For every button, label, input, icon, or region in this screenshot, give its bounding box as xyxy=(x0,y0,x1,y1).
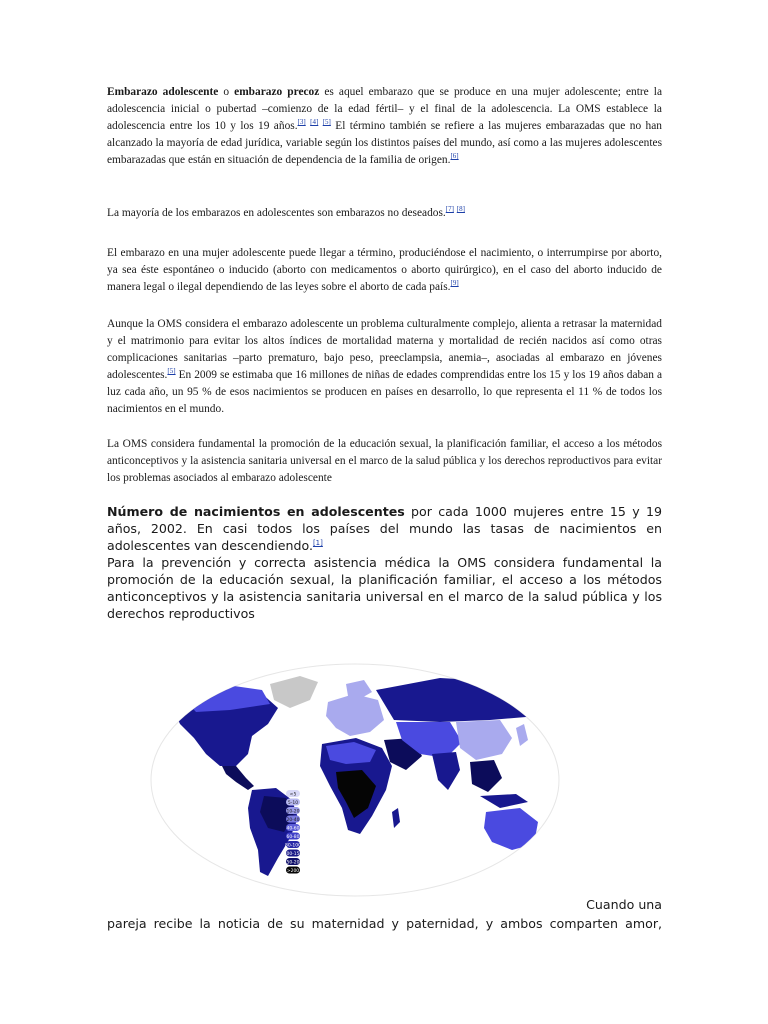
text-span: El término también se refiere a las mujeres embarazadas que no han alcanzado la mayoría de edad jurídica, variable según los distintos países del mundo, así como a las mujeres adolescentes embarazadas que están en situación de dependencia de la familia de origen. xyxy=(107,120,662,166)
text-span: En 2009 se estimaba que 16 millones de niñas de edades comprendidas entre los 15 y los 19 años daban a luz cada año, un 95 % de esos nacimientos se producen en países en desarrollo, lo que representa el 11 % de todos los nacimientos en el mundo. xyxy=(107,369,662,415)
text-span: Para la prevención y correcta asistencia médica la OMS considera fundamental la promoción de la educación sexual, la planificación familiar, el acceso a los métodos anticonceptivos y la asistencia sanitaria universal en el marco de la salud pública y los derechos reproductivos xyxy=(107,555,662,621)
legend-label: 20-40 xyxy=(286,818,300,823)
term-bold: Embarazo adolescente xyxy=(107,86,219,98)
legend-label: 100-150 xyxy=(283,852,303,857)
citation-link[interactable]: [3] xyxy=(297,118,306,127)
legend-label: 80-100 xyxy=(285,843,301,849)
trail-line-right: Cuando una xyxy=(586,897,662,912)
legend-label: >200 xyxy=(286,869,300,874)
paragraph-oms xyxy=(107,316,662,418)
text-span: La mayoría de los embarazos en adolescentes son embarazos no deseados. xyxy=(107,207,446,219)
paragraph-map-caption xyxy=(107,503,662,622)
legend-label: 150-200 xyxy=(283,860,303,866)
caption-bold: Número de nacimientos en adolescentes xyxy=(107,504,405,519)
legend-label: 10-20 xyxy=(286,809,300,815)
new-zealand-shape xyxy=(546,844,554,862)
citation-link[interactable]: [5] xyxy=(167,367,176,376)
text-span: El embarazo en una mujer adolescente puede llegar a término, produciéndose el nacimiento, o interrumpirse por aborto, ya sea éste espontáneo o inducido (aborto con medicamentos o aborto quirúrgico), en el caso del aborto inducido de manera legal o ilegal dependiendo de las leyes sobre el aborto de cada país. xyxy=(107,247,662,293)
citation-link[interactable]: [8] xyxy=(456,205,465,214)
text-span: por cada 1000 mujeres entre 15 y 19 años, 2002. En casi todos los países del mundo las tasas de nacimientos en adolescentes van descendiendo. xyxy=(107,504,662,553)
citation-link[interactable]: [9] xyxy=(450,279,459,288)
citation-link[interactable]: [1] xyxy=(312,538,323,547)
citation-link[interactable]: [7] xyxy=(445,205,454,214)
legend-label: <5 xyxy=(289,792,297,798)
term-bold: embarazo precoz xyxy=(234,86,320,98)
citation-link[interactable]: [5] xyxy=(322,118,331,127)
text-span: Aunque la OMS considera el embarazo adolescente un problema culturalmente complejo, alienta a retrasar la maternidad y el matrimonio para evitar los altos índices de mortalidad materna y mortalidad de recién nacidos así como otras complicaciones sanitarias –parto prematuro, bajo peso, preeclampsia, anemia–, asociadas al embarazo en jóvenes adolescentes. xyxy=(107,318,662,381)
legend-label: 60-80 xyxy=(286,835,300,840)
legend-label: 5-10 xyxy=(287,801,299,806)
text-span: o xyxy=(218,86,235,98)
world-birthrate-map xyxy=(150,662,560,898)
paragraph-unwanted xyxy=(107,205,662,222)
text-span: es aquel embarazo que se produce en una mujer adolescente; entre la adolescencia inicial o pubertad –comienzo de la edad fértil– y el final de la adolescencia. La OMS establece la adolescencia entre los 10 y los 19 años. xyxy=(107,86,662,132)
paragraph-prevention xyxy=(107,436,662,487)
map-svg xyxy=(150,662,560,898)
citation-link[interactable]: [4] xyxy=(310,118,319,127)
legend-label: 40-60 xyxy=(286,826,300,832)
text-span: La OMS considera fundamental la promoción de la educación sexual, la planificación familiar, el acceso a los métodos anticonceptivos y la asistencia sanitaria universal en el marco de la salud pública y los derechos reproductivos para evitar los problemas asociados al embarazo adolescente xyxy=(107,438,662,484)
paragraph-outcome xyxy=(107,245,662,296)
paragraph-definition xyxy=(107,84,662,169)
trail-line: pareja recibe la noticia de su maternidad y paternidad, y ambos comparten amor, xyxy=(107,916,662,931)
citation-link[interactable]: [6] xyxy=(450,152,459,161)
